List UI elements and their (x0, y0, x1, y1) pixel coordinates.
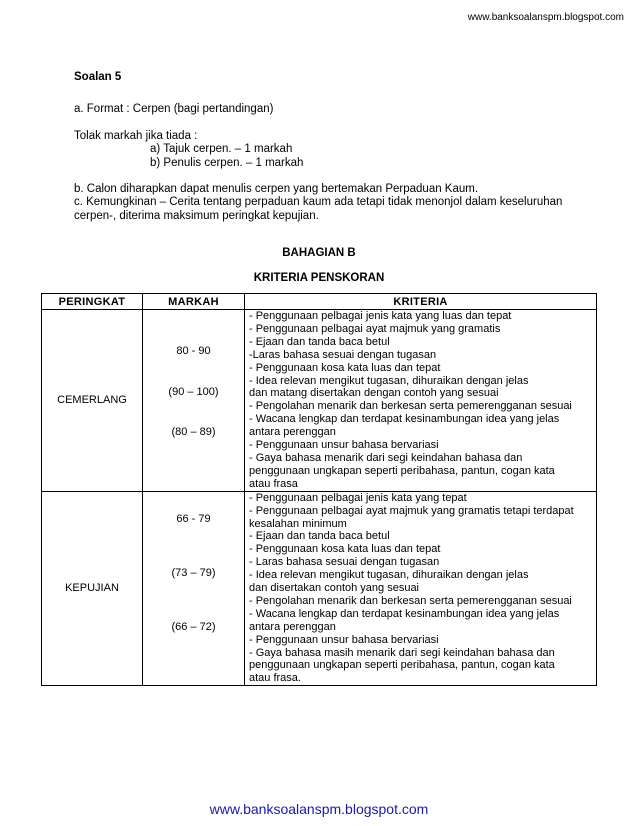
tolak-markah-line: Tolak markah jika tiada : (74, 130, 198, 142)
kriteria-line: - Penggunaan pelbagai ayat majmuk yang gramatis (249, 322, 501, 335)
markah-range: 66 - 79 (176, 512, 211, 525)
footer-link[interactable]: www.banksoalanspm.blogspot.com (209, 801, 429, 817)
kriteria-line: antara perenggan (249, 620, 336, 633)
header-url: www.banksoalanspm.blogspot.com (467, 12, 624, 23)
kriteria-line: - Laras bahasa sesuai dengan tugasan (249, 556, 440, 569)
kriteria-line: - Pengolahan menarik dan berkesan serta pemerengganan sesuai (249, 594, 572, 607)
instruction-b: b. Calon diharapkan dapat menulis cerpen yang bertemakan Perpaduan Kaum. (74, 183, 479, 195)
header-markah: MARKAH (143, 294, 245, 310)
markah-subrange: (90 – 100) (168, 386, 219, 398)
kriteria-cell (245, 491, 597, 686)
kriteria-line: antara perenggan (249, 426, 336, 439)
instruction-c-line1: c. Kemungkinan – Cerita tentang perpaduan kaum ada tetapi tidak menonjol dalam keseluruhan (74, 196, 563, 208)
header-kriteria: KRITERIA (245, 294, 597, 310)
kriteria-line: kesalahan minimum (249, 517, 347, 530)
instruction-c-line2: cerpen-, diterima maksimum peringkat kepujian. (74, 210, 319, 222)
criteria-heading: KRITERIA PENSKORAN (253, 272, 385, 284)
tolak-item-a: a) Tajuk cerpen. – 1 markah (150, 143, 293, 155)
kriteria-line: - Penggunaan unsur bahasa bervariasi (249, 633, 439, 646)
kriteria-line: - Ejaan dan tanda baca betul (249, 530, 390, 543)
header-peringkat: PERINGKAT (42, 294, 143, 310)
table-row (42, 310, 597, 492)
peringkat-cell (42, 310, 143, 492)
kriteria-line: - Penggunaan unsur bahasa bervariasi (249, 439, 439, 452)
kriteria-cell (245, 310, 597, 492)
kriteria-line: - Wacana lengkap dan terdapat kesinambungan idea yang jelas (249, 413, 560, 426)
kriteria-line: - Gaya bahasa menarik dari segi keindahan bahasa dan (249, 451, 523, 464)
peringkat-label: CEMERLANG (57, 394, 127, 407)
question-title: Soalan 5 (74, 71, 122, 83)
kriteria-line: - Gaya bahasa masih menarik dari segi keindahan bahasa dan (249, 646, 555, 659)
kriteria-line: - Penggunaan kosa kata luas dan tepat (249, 361, 441, 374)
tolak-item-b: b) Penulis cerpen. – 1 markah (150, 157, 304, 169)
markah-subrange: (66 – 72) (171, 620, 216, 633)
kriteria-line: - Pengolahan menarik dan berkesan serta pemerengganan sesuai (249, 400, 572, 413)
kriteria-line: - Ejaan dan tanda baca betul (249, 335, 390, 348)
kriteria-line: -Laras bahasa sesuai dengan tugasan (249, 348, 437, 361)
kriteria-line: dan disertakan contoh yang sesuai (249, 582, 420, 595)
peringkat-cell (42, 491, 143, 686)
markah-cell (143, 310, 245, 492)
table-row (42, 491, 597, 686)
markah-subrange: (73 – 79) (171, 566, 216, 579)
kriteria-line: atau frasa. (249, 672, 301, 685)
section-heading: BAHAGIAN B (282, 247, 356, 259)
kriteria-line: - Wacana lengkap dan terdapat kesinambungan idea yang jelas (249, 607, 560, 620)
kriteria-line: dan matang disertakan dengan contoh yang sesuai (249, 387, 499, 400)
kriteria-line: - Penggunaan pelbagai jenis kata yang luas dan tepat (249, 310, 512, 322)
kriteria-line: - Idea relevan mengikut tugasan, dihuraikan dengan jelas (249, 374, 529, 387)
format-line: a. Format : Cerpen (bagi pertandingan) (74, 103, 274, 115)
kriteria-line: penggunaan ungkapan seperti peribahasa, pantun, cogan kata (249, 464, 555, 477)
kriteria-line: - Penggunaan kosa kata luas dan tepat (249, 543, 441, 556)
markah-subrange: (80 – 89) (171, 426, 216, 438)
markah-cell (143, 491, 245, 686)
kriteria-line: - Idea relevan mengikut tugasan, dihuraikan dengan jelas (249, 569, 529, 582)
kriteria-line: - Penggunaan pelbagai jenis kata yang tepat (249, 491, 467, 504)
kriteria-line: penggunaan ungkapan seperti peribahasa, pantun, cogan kata (249, 659, 555, 672)
peringkat-label: KEPUJIAN (65, 582, 119, 595)
markah-range: 80 - 90 (176, 345, 211, 357)
kriteria-line: - Penggunaan pelbagai ayat majmuk yang gramatis tetapi terdapat (249, 504, 574, 517)
kriteria-line: atau frasa (249, 477, 298, 490)
table-header-row (42, 294, 597, 310)
criteria-table (41, 293, 597, 686)
